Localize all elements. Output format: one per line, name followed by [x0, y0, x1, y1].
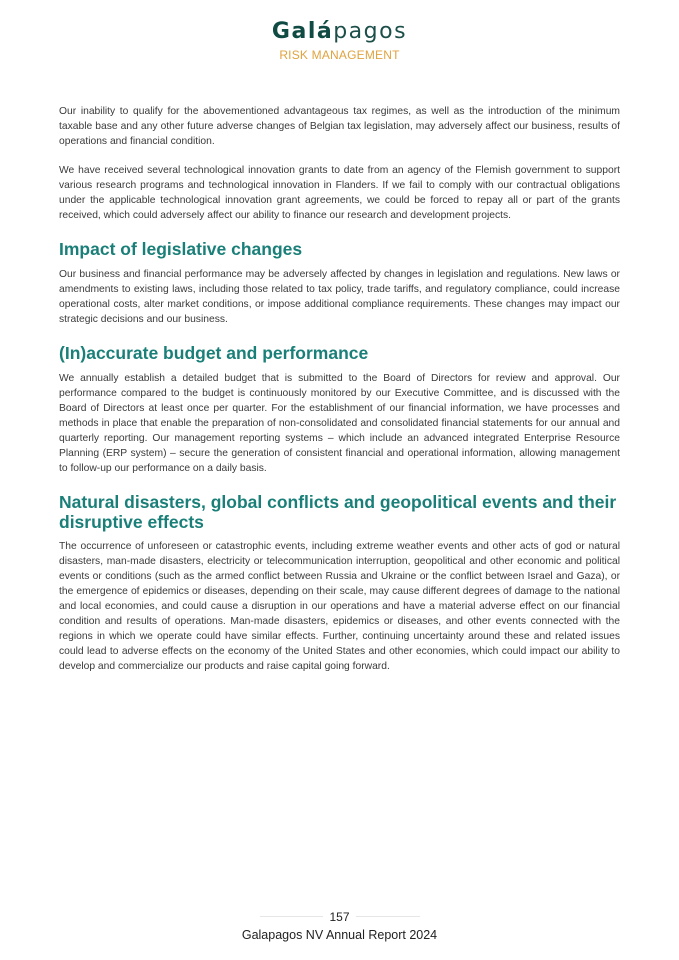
paragraph-grants: We have received several technological innovation grants to date from an agency of the Flemish government to support various research programs and technological innovation in Flanders. If we fail to comply with our contractual obligations under the applicable technological innovation grant agreements, we could be forced to repay all or part of the grants received, which could adversely affect our ability to finance our research and development projects. [59, 165, 620, 221]
heading-natural-disasters: Natural disasters, global conflicts and geopolitical events and their disruptive effects [59, 492, 617, 532]
page-footer [0, 908, 679, 943]
section-label: RISK MANAGEMENT [279, 48, 400, 62]
heading-legislative-changes: Impact of legislative changes [59, 239, 303, 259]
report-title: Galapagos NV Annual Report 2024 [241, 928, 438, 942]
logo-bold-part: Galá [271, 19, 334, 44]
paragraph-tax: Our inability to qualify for the abovementioned advantageous tax regimes, as well as the introduction of the minimum taxable base and any other future adverse changes of Belgian tax legislation, may adversely affect our business, results of operations and financial condition. [59, 106, 620, 147]
paragraph-natural-disasters: The occurrence of unforeseen or catastrophic events, including extreme weather events and other acts of god or natural disasters, man-made disasters, electricity or telecommunication interruption, geopolitical and other economic and political events or conditions (such as the armed conflict between Russia and Ukraine or the conflict between Israel and Gaza), or the emergence of epidemics or diseases, depending on their scale, may cause different degrees of damage to the national and local economies, and could cause a disruption in our operations and have a material adverse effect on our financial condition and results of operations. Man-made disasters, epidemics or diseases, and other events connected with the regions in which we operate could have similar effects. Further, continuing uncertainty around these and related issues could lead to adverse effects on the economy of the United States and other economies, which could impact our ability to develop and commercialize our products and raise capital going forward. [59, 541, 620, 672]
heading-budget-performance: (In)accurate budget and performance [59, 343, 369, 363]
logo-light-part: pagos [333, 19, 408, 44]
galapagos-logo [0, 18, 679, 46]
page-content [59, 104, 620, 674]
paragraph-legislative-changes: Our business and financial performance may be adversely affected by changes in legislation and regulations. New laws or amendments to existing laws, including those related to tax policy, trade tariffs, and regulatory compliance, could increase operational costs, alter market conditions, or impose additional compliance requirements. These changes may impact our strategic decisions and our business. [59, 269, 620, 325]
page-header [0, 18, 679, 62]
paragraph-budget-performance: We annually establish a detailed budget that is submitted to the Board of Directors for review and approval. Our performance compared to the budget is continuously monitored by our Executive Committee, and is discussed with the Board of Directors at least once per quarter. For the establishment of our financial information, we have processes and methods in place that enable the preparation of non-consolidated and consolidated financial statements for our annual and quarterly reporting. Our management reporting systems – which include an advanced integrated Enterprise Resource Planning (ERP system) – secure the generation of consistent financial and operational information, allowing management to follow-up our performance on a daily basis. [59, 373, 620, 474]
page-number-block [260, 908, 420, 924]
page-number: 157 [323, 909, 355, 925]
